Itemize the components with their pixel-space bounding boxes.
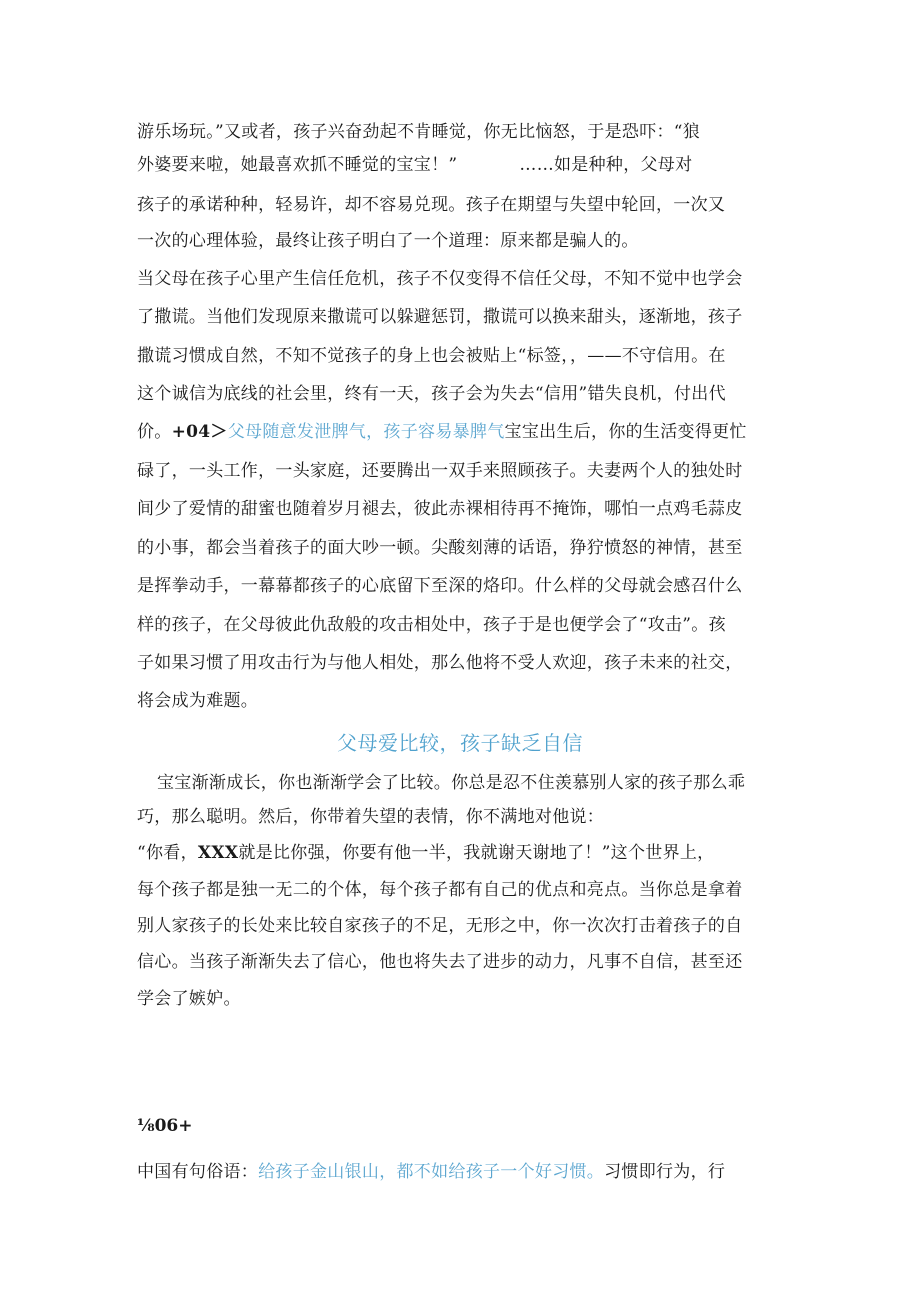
paragraph-line xyxy=(137,1161,725,1183)
text-span: 当父母在孩子心里产生信任危机，孩子不仅变得不信任父母，不知不觉中也学会 xyxy=(137,269,743,289)
paragraph-line xyxy=(137,879,743,901)
paragraph-line xyxy=(137,194,725,216)
paragraph-line xyxy=(137,306,743,328)
text-span: 碌了，一头工作，一头家庭，还要腾出一双手来照顾孩子。夫妻两个人的独处时 xyxy=(137,461,743,481)
paragraph-line xyxy=(137,460,743,482)
emphasis-text: XXX xyxy=(197,843,239,863)
paragraph-line xyxy=(137,383,726,405)
text-span: 了撒谎。当他们发现原来撒谎可以躲避惩罚，撒谎可以换来甜头，逐渐地，孩子 xyxy=(137,307,743,327)
paragraph-line xyxy=(137,951,743,973)
section-marker: ⅛06+ xyxy=(137,1116,193,1136)
paragraph-line xyxy=(137,690,258,712)
text-span: 撒谎习惯成自然，不知不觉孩子的身上也会被贴上“标签，，——不守信用。在 xyxy=(137,346,726,366)
text-span: 学会了嫉妒。 xyxy=(137,989,241,1009)
paragraph-line xyxy=(137,268,743,290)
text-span: “你看， xyxy=(137,843,198,863)
paragraph-line xyxy=(137,988,241,1010)
paragraph-line xyxy=(137,498,743,520)
text-span: 宝宝渐渐成长，你也渐渐学会了比较。你总是忍不住羡慕别人家的孩子那么乖 xyxy=(157,773,746,793)
text-span: ……如是种种，父母对 xyxy=(519,155,693,175)
text-span: 将会成为难题。 xyxy=(137,691,259,711)
paragraph-line xyxy=(137,421,747,443)
text-span: 是挥拳动手，一幕幕都孩子的心底留下至深的烙印。什么样的父母就会感召什么 xyxy=(137,576,743,596)
section-number: +04＞ xyxy=(171,422,228,442)
text-span: 游乐场玩。”又或者，孩子兴奋劲起不肯睡觉，你无比恼怒，于是恐吓：“狼 xyxy=(137,122,701,142)
paragraph-line xyxy=(137,842,714,864)
paragraph-line xyxy=(137,230,639,252)
paragraph-line xyxy=(137,121,700,143)
paragraph-line xyxy=(137,806,604,828)
paragraph-line xyxy=(157,772,745,794)
highlighted-subheading: 父母随意发泄脾气，孩子容易暴脾气 xyxy=(227,422,505,442)
paragraph-line xyxy=(137,614,726,636)
paragraph-line xyxy=(137,915,743,937)
text-span: 子如果习惯了用攻击行为与他人相处，那么他将不受人欢迎，孩子未来的社交， xyxy=(137,653,743,673)
text-span: 宝宝出生后，你的生活变得更忙 xyxy=(504,422,747,442)
paragraph-line xyxy=(137,575,743,597)
paragraph-line xyxy=(137,537,743,559)
paragraph-line xyxy=(137,154,692,176)
text-span: 信心。当孩子渐渐失去了信心，他也将失去了进步的动力，凡事不自信，甚至还 xyxy=(137,952,743,972)
text-span: 的小事，都会当着孩子的面大吵一顿。尖酸刻薄的话语，狰狞愤怒的神情，甚至 xyxy=(137,538,743,558)
text-span: 巧，那么聪明。然后，你带着失望的表情，你不满地对他说： xyxy=(137,807,605,827)
text-span: 价。 xyxy=(137,422,172,442)
text-span: 一次的心理体验，最终让孩子明白了一个道理：原来都是骗人的。 xyxy=(137,231,639,251)
text-span: 孩子的承诺种种，轻易许，却不容易兑现。孩子在期望与失望中轮回，一次又 xyxy=(137,195,726,215)
text-span: 每个孩子都是独一无二的个体，每个孩子都有自己的优点和亮点。当你总是拿着 xyxy=(137,880,743,900)
highlighted-quote: 给孩子金山银山，都不如给孩子一个好习惯。 xyxy=(258,1162,605,1182)
paragraph-line xyxy=(137,652,743,674)
text-span: 间少了爱情的甜蜜也随着岁月褪去，彼此赤裸相待再不掩饰，哪怕一点鸡毛蒜皮 xyxy=(137,499,743,519)
text-span: 中国有句俗语： xyxy=(137,1162,259,1182)
text-span: 样的孩子，在父母彼此仇敌般的攻击相处中，孩子于是也便学会了“攻击”。孩 xyxy=(137,615,726,635)
section-heading: 父母爱比较，孩子缺乏自信 xyxy=(337,731,583,755)
text-span: 外婆要来啦，她最喜欢抓不睡觉的宝宝！” xyxy=(137,155,458,175)
text-span: 就是比你强，你要有他一半，我就谢天谢地了！”这个世界上， xyxy=(238,843,715,863)
text-span: 别人家孩子的长处来比较自家孩子的不足，无形之中，你一次次打击着孩子的自 xyxy=(137,916,743,936)
text-span: 习惯即行为，行 xyxy=(604,1162,726,1182)
text-span: 这个诚信为底线的社会里，终有一天，孩子会为失去“信用”错失良机，付出代 xyxy=(137,384,726,404)
paragraph-line xyxy=(137,345,726,367)
